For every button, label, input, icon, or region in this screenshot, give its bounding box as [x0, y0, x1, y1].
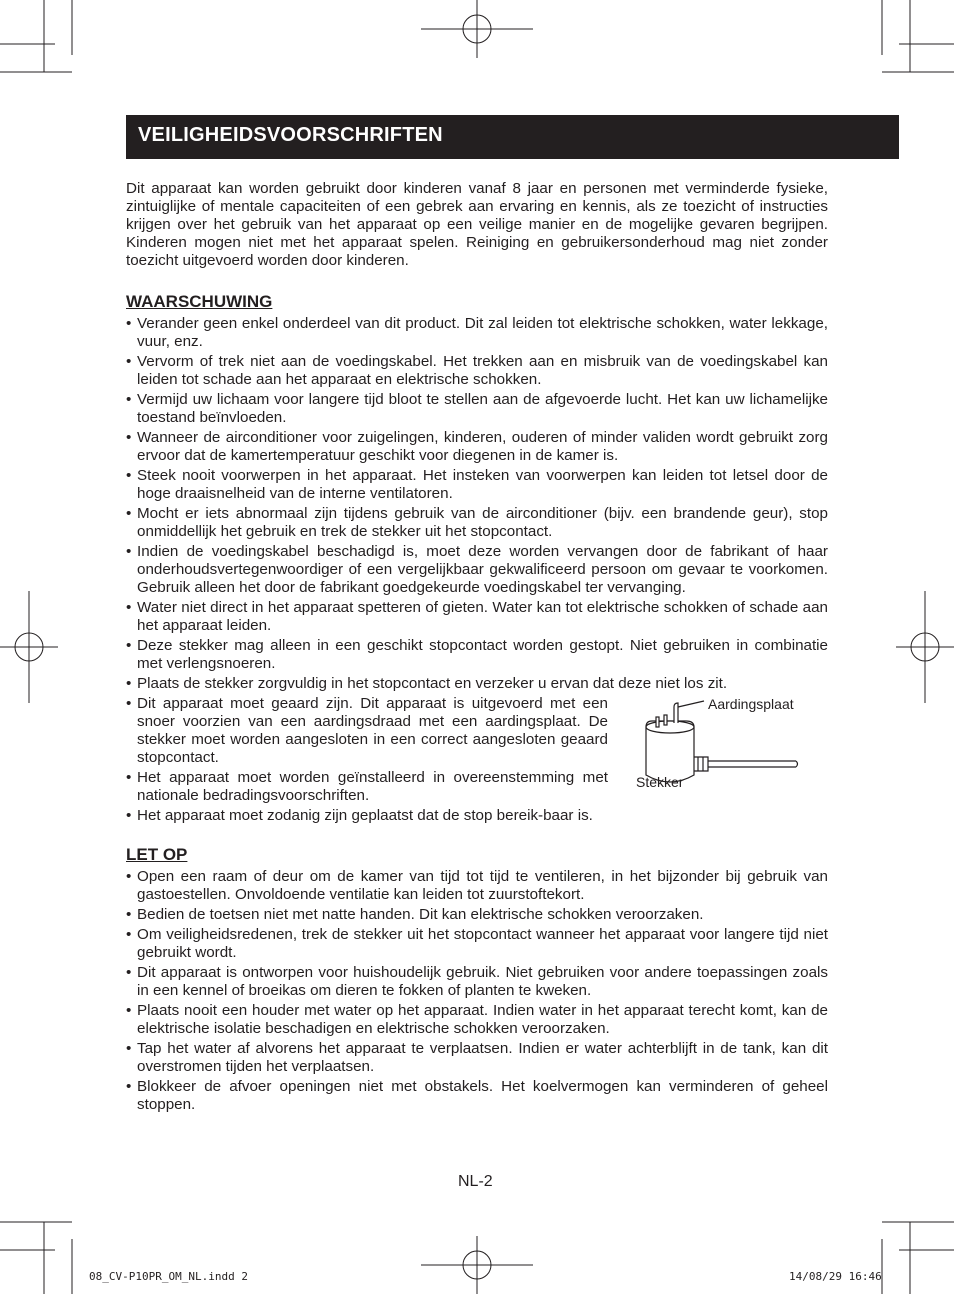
caution-list	[126, 868, 828, 1114]
plug-label: Stekker	[636, 774, 684, 790]
caution-item: • Bedien de toetsen niet met natte handen. Dit kan elektrische schokken veroorzaken.	[126, 906, 828, 924]
caution-item: • Plaats nooit een houder met water op het apparaat. Indien water in het apparaat terecht komt, kan de elektrische isolatie beschadigen en elektrische schokken veroorzaken.	[126, 1002, 828, 1038]
warning-item: • Wanneer de airconditioner voor zuigelingen, kinderen, ouderen of minder validen wordt gebruikt zorg ervoor dat de kamertemperatuur geschikt voor diegenen in de kamer is.	[126, 429, 828, 465]
warning-list	[126, 315, 828, 693]
warning-item: • Vermijd uw lichaam voor langere tijd bloot te stellen aan de afgevoerde lucht. Het kan uw lichamelijke toestand beïnvloeden.	[126, 391, 828, 427]
title-bar	[126, 115, 899, 159]
grounding-plate-label: Aardingsplaat	[708, 696, 794, 712]
warning-item: • Vervorm of trek niet aan de voedingskabel. Het trekken aan en misbruik van de voedingskabel kan leiden tot schade aan het apparaat en elektrische schokken.	[126, 353, 828, 389]
caution-item: • Om veiligheidsredenen, trek de stekker uit het stopcontact wanneer het apparaat voor langere tijd niet gebruikt wordt.	[126, 926, 828, 962]
page-number: NL-2	[458, 1173, 493, 1190]
plug-illustration	[636, 697, 831, 807]
caution-item: • Open een raam of deur om de kamer van tijd tot tijd te ventileren, in het bijzonder bij gebruik van gastoestellen. Onvoldoende ventilatie kan leiden tot zuurstoftekort.	[126, 868, 828, 904]
caution-item: • Tap het water af alvorens het apparaat te verplaatsen. Indien er water achterblijft in de tank, kan dit overstromen tijden het verplaatsen.	[126, 1040, 828, 1076]
warning-item: • Mocht er iets abnormaal zijn tijdens gebruik van de airconditioner (bijv. een brandende geur), stop onmiddellijk het gebruik en trek de stekker uit het stopcontact.	[126, 505, 828, 541]
caution-heading: LET OP	[126, 845, 188, 864]
caution-item: • Blokkeer de afvoer openingen niet met obstakels. Het koelvermogen kan verminderen of geheel stoppen.	[126, 1078, 828, 1114]
warning-item: • Deze stekker mag alleen in een geschikt stopcontact worden gestopt. Niet gebruiken in combinatie met verlengsnoeren.	[126, 637, 828, 673]
caution-item: • Dit apparaat is ontworpen voor huishoudelijk gebruik. Niet gebruiken voor andere toepassingen zoals in een kennel of broeikas om dieren te fokken of planten te kweken.	[126, 964, 828, 1000]
footer-filename: 08_CV-P10PR_OM_NL.indd 2	[89, 1270, 248, 1283]
grounding-list	[126, 695, 608, 825]
intro-paragraph: Dit apparaat kan worden gebruikt door kinderen vanaf 8 jaar en personen met verminderde fysieke, zintuiglijke of mentale capaciteiten of een gebrek aan ervaring en kennis, als ze toezicht of instructies krijgen over het gebruik van het apparaat op een veilige manier en de mogelijke gevaren begrijpen. Kinderen mogen niet met het apparaat spelen. Reiniging en gebruikersonderhoud mag niet zonder toezicht uitgevoerd worden door kinderen.	[126, 180, 828, 269]
warning-item: • Het apparaat moet worden geïnstalleerd in overeenstemming met nationale bedradingsvoorschriften.	[126, 769, 608, 805]
warning-item: • Dit apparaat moet geaard zijn. Dit apparaat is uitgevoerd met een snoer voorzien van een aardingsdraad met een aardingsplaat. De stekker moet worden aangesloten in een correct aangesloten geaard stopcontact.	[126, 695, 608, 767]
grounding-section	[126, 695, 828, 825]
warning-item: • Verander geen enkel onderdeel van dit product. Dit zal leiden tot elektrische schokken, water lekkage, vuur, enz.	[126, 315, 828, 351]
warning-heading: WAARSCHUWING	[126, 292, 273, 311]
warning-item: • Water niet direct in het apparaat spetteren of gieten. Water kan tot elektrische schokken of schade aan het apparaat leiden.	[126, 599, 828, 635]
footer-timestamp: 14/08/29 16:46	[789, 1270, 882, 1283]
warning-item: • Het apparaat moet zodanig zijn geplaatst dat de stop bereik-baar is.	[126, 807, 608, 825]
warning-item: • Plaats de stekker zorgvuldig in het stopcontact en verzeker u ervan dat deze niet los zit.	[126, 675, 828, 693]
warning-item: • Indien de voedingskabel beschadigd is, moet deze worden vervangen door de fabrikant of haar onderhoudsvertegenwoordiger of een vergelijkbaar gekwalificeerd persoon om gevaar te voorkomen. Gebruik alleen het door de fabrikant goedgekeurde voedingskabel ter vervanging.	[126, 543, 828, 597]
warning-item: • Steek nooit voorwerpen in het apparaat. Het insteken van voorwerpen kan leiden tot letsel door de hoge draaisnelheid van de interne ventilatoren.	[126, 467, 828, 503]
page-title: VEILIGHEIDSVOORSCHRIFTEN	[138, 124, 443, 146]
main-content	[126, 180, 828, 1116]
